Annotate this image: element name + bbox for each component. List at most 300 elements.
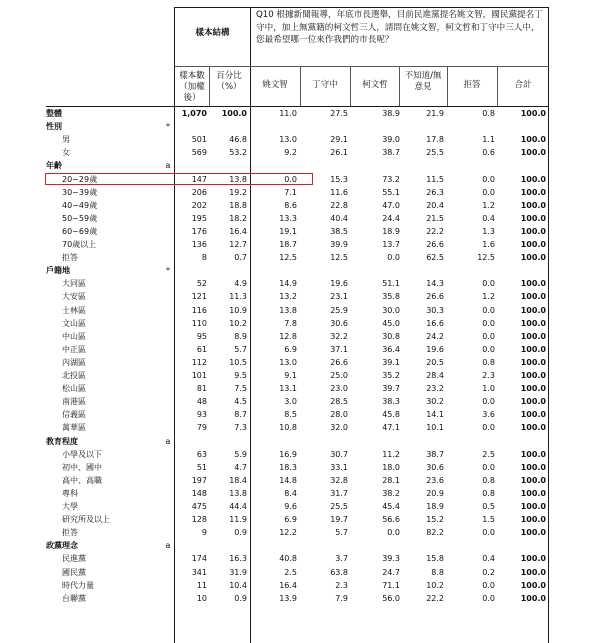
value-cell: 12.2 (279, 528, 297, 538)
row-label: 中山區 (62, 331, 86, 341)
table-row (0, 382, 600, 395)
table-row (0, 448, 600, 461)
value-cell: 40.8 (279, 554, 297, 564)
rule-col-2 (350, 66, 351, 106)
percent-cell: 18.8 (229, 200, 247, 210)
value-cell: 100.0 (520, 449, 546, 459)
table-row (0, 579, 600, 592)
value-cell: 0.4 (482, 213, 495, 223)
significance-mark: a (165, 436, 171, 446)
percent-cell: 18.2 (229, 213, 247, 223)
percent-cell: 0.7 (234, 253, 247, 263)
value-cell: 0.0 (387, 528, 400, 538)
value-cell: 18.7 (279, 240, 297, 249)
value-cell: 23.0 (330, 384, 348, 394)
value-cell: 100.0 (520, 397, 546, 407)
sample-count-cell: 1,070 (181, 109, 207, 118)
value-cell: 82.2 (426, 528, 444, 538)
group-header-row (0, 264, 600, 277)
sample-count-cell: 136 (191, 240, 207, 249)
value-cell: 15.2 (426, 515, 444, 525)
table-row (0, 356, 600, 369)
value-cell: 7.8 (284, 318, 297, 328)
table-row (0, 330, 600, 343)
row-label: 性別 (46, 122, 62, 132)
value-cell: 9.1 (284, 371, 297, 380)
value-cell: 100.0 (520, 200, 546, 210)
table-row (0, 474, 600, 487)
table-row (0, 566, 600, 579)
value-cell: 100.0 (520, 580, 546, 590)
sample-structure-header: 樣本結構 (195, 28, 230, 38)
value-cell: 0.8 (482, 475, 495, 485)
table-row (0, 304, 600, 317)
rule-n-pct (209, 66, 210, 106)
value-cell: 38.5 (330, 226, 348, 236)
value-cell: 100.0 (520, 331, 546, 341)
percent-cell: 13.8 (229, 488, 247, 498)
value-cell: 56.6 (382, 515, 400, 525)
rule-top (174, 7, 549, 8)
table-row (0, 395, 600, 408)
percent-cell: 4.5 (234, 397, 247, 407)
percent-cell: 5.7 (234, 344, 247, 354)
value-cell: 45.4 (382, 502, 400, 511)
value-cell: 3.7 (335, 554, 348, 564)
value-cell: 18.9 (426, 502, 444, 511)
percent-cell: 8.9 (234, 331, 247, 341)
percent-cell: 10.9 (229, 305, 247, 315)
value-cell: 22.2 (426, 593, 444, 603)
value-cell: 39.7 (382, 384, 400, 394)
percent-cell: 16.3 (229, 554, 247, 564)
sample-count-cell: 202 (191, 200, 207, 210)
sample-count-cell: 475 (191, 502, 207, 511)
value-cell: 2.5 (284, 567, 297, 577)
col-header-yao: 姚文智 (262, 80, 288, 90)
value-cell: 26.6 (426, 292, 444, 302)
value-cell: 27.5 (330, 109, 348, 118)
table-row (0, 513, 600, 526)
value-cell: 11.6 (330, 187, 348, 197)
value-cell: 16.6 (426, 318, 444, 328)
significance-mark: a (165, 161, 171, 171)
value-cell: 45.0 (382, 318, 400, 328)
value-cell: 100.0 (520, 528, 546, 538)
value-cell: 28.1 (382, 475, 400, 485)
value-cell: 100.0 (520, 475, 546, 485)
significance-mark: * (166, 266, 170, 276)
value-cell: 14.1 (426, 410, 444, 420)
value-cell: 0.8 (482, 357, 495, 367)
percent-cell: 18.4 (229, 475, 247, 485)
value-cell: 7.9 (335, 593, 348, 603)
row-label: 士林區 (62, 305, 86, 315)
value-cell: 9.2 (284, 148, 297, 158)
value-cell: 23.6 (426, 475, 444, 485)
sample-count-cell: 95 (196, 331, 207, 341)
sample-count-cell: 116 (191, 305, 207, 315)
value-cell: 100.0 (520, 213, 546, 223)
sample-count-cell: 206 (191, 187, 207, 197)
value-cell: 51.1 (382, 279, 400, 289)
percent-cell: 11.3 (229, 292, 247, 302)
row-label: 中正區 (62, 344, 86, 354)
value-cell: 0.0 (482, 279, 495, 289)
table-row (0, 552, 600, 565)
value-cell: 0.0 (284, 174, 297, 184)
table-row (0, 186, 600, 199)
sample-count-cell: 63 (196, 449, 207, 459)
value-cell: 0.0 (482, 462, 495, 472)
value-cell: 39.9 (330, 240, 348, 249)
value-cell: 100.0 (520, 318, 546, 328)
row-label: 內湖區 (62, 357, 86, 367)
value-cell: 1.0 (482, 384, 495, 394)
value-cell: 38.7 (426, 449, 444, 459)
value-cell: 2.3 (482, 371, 495, 380)
sample-count-cell: 176 (191, 226, 207, 236)
table-row (0, 290, 600, 303)
value-cell: 19.7 (330, 515, 348, 525)
significance-mark: * (166, 122, 170, 132)
sample-count-cell: 8 (201, 253, 207, 263)
group-header-row (0, 120, 600, 133)
col-header-total: 合計 (514, 80, 532, 90)
value-cell: 10.8 (279, 423, 297, 433)
row-label: 初中、國中 (62, 462, 102, 472)
value-cell: 19.6 (330, 279, 348, 289)
table-row (0, 408, 600, 421)
value-cell: 100.0 (520, 502, 546, 511)
value-cell: 0.0 (482, 318, 495, 328)
row-label: 萬華區 (62, 423, 86, 433)
table-row (0, 225, 600, 238)
value-cell: 0.0 (482, 580, 495, 590)
value-cell: 25.0 (330, 371, 348, 380)
value-cell: 23.1 (330, 292, 348, 302)
value-cell: 16.9 (279, 449, 297, 459)
value-cell: 28.0 (330, 410, 348, 420)
row-label: 教育程度 (46, 436, 78, 446)
value-cell: 100.0 (520, 357, 546, 367)
value-cell: 26.6 (426, 240, 444, 249)
value-cell: 15.8 (426, 554, 444, 564)
value-cell: 25.5 (330, 502, 348, 511)
row-label: 政黨理念 (46, 541, 78, 551)
sample-count-cell: 197 (191, 475, 207, 485)
sample-count-cell: 341 (191, 567, 207, 577)
value-cell: 100.0 (520, 226, 546, 236)
row-label: 專科 (62, 488, 78, 498)
value-cell: 13.3 (279, 213, 297, 223)
value-cell: 100.0 (520, 593, 546, 603)
row-label: 大學 (62, 502, 78, 511)
sample-count-cell: 195 (191, 213, 207, 223)
value-cell: 30.6 (330, 318, 348, 328)
table-row (0, 146, 600, 159)
value-cell: 73.2 (382, 174, 400, 184)
value-cell: 0.5 (482, 502, 495, 511)
table-row (0, 238, 600, 251)
value-cell: 100.0 (520, 279, 546, 289)
value-cell: 1.2 (482, 200, 495, 210)
value-cell: 0.0 (482, 174, 495, 184)
value-cell: 26.1 (330, 148, 348, 158)
percent-header: 百分比（%） (216, 71, 242, 92)
value-cell: 56.0 (382, 593, 400, 603)
rule-col-1 (300, 66, 301, 106)
value-cell: 100.0 (520, 410, 546, 420)
value-cell: 100.0 (520, 253, 546, 263)
sample-count-cell: 52 (196, 279, 207, 289)
value-cell: 0.8 (482, 488, 495, 498)
percent-cell: 31.9 (229, 567, 247, 577)
value-cell: 100.0 (520, 174, 546, 184)
percent-cell: 13.8 (229, 174, 247, 184)
value-cell: 20.4 (426, 200, 444, 210)
value-cell: 100.0 (520, 344, 546, 354)
value-cell: 35.2 (382, 371, 400, 380)
table-row (0, 500, 600, 513)
value-cell: 26.6 (330, 357, 348, 367)
value-cell: 40.4 (330, 213, 348, 223)
col-header-ding: 丁守中 (312, 80, 338, 90)
value-cell: 24.2 (426, 331, 444, 341)
value-cell: 13.0 (279, 357, 297, 367)
row-label: 50~59歲 (62, 213, 98, 223)
value-cell: 29.1 (330, 135, 348, 145)
value-cell: 12.8 (279, 331, 297, 341)
value-cell: 31.7 (330, 488, 348, 498)
value-cell: 39.3 (382, 554, 400, 564)
sample-count-cell: 101 (191, 371, 207, 380)
sample-count-cell: 93 (196, 410, 207, 420)
value-cell: 30.8 (382, 331, 400, 341)
value-cell: 30.3 (426, 305, 444, 315)
value-cell: 28.5 (330, 397, 348, 407)
value-cell: 2.5 (482, 449, 495, 459)
value-cell: 100.0 (520, 462, 546, 472)
value-cell: 33.1 (330, 462, 348, 472)
percent-cell: 16.4 (229, 226, 247, 236)
row-label: 大安區 (62, 292, 86, 302)
value-cell: 39.0 (382, 135, 400, 145)
value-cell: 71.1 (382, 580, 400, 590)
value-cell: 3.0 (284, 397, 297, 407)
value-cell: 6.9 (284, 344, 297, 354)
table-row (0, 526, 600, 539)
percent-cell: 7.5 (234, 384, 247, 394)
value-cell: 10.1 (426, 423, 444, 433)
sample-count-cell: 112 (191, 357, 207, 367)
value-cell: 20.9 (426, 488, 444, 498)
percent-cell: 10.5 (229, 357, 247, 367)
row-label: 台聯黨 (62, 593, 86, 603)
value-cell: 100.0 (520, 567, 546, 577)
sample-count-cell: 174 (191, 554, 207, 564)
row-label: 民進黨 (62, 554, 86, 564)
value-cell: 0.4 (482, 554, 495, 564)
value-cell: 100.0 (520, 423, 546, 433)
row-label: 整體 (46, 109, 62, 118)
value-cell: 21.9 (426, 109, 444, 118)
percent-cell: 46.8 (229, 135, 247, 145)
percent-cell: 4.7 (234, 462, 247, 472)
value-cell: 30.0 (382, 305, 400, 315)
significance-mark: a (165, 541, 171, 551)
value-cell: 63.8 (330, 567, 348, 577)
row-label: 70歲以上 (62, 240, 97, 249)
sample-count-cell: 148 (191, 488, 207, 498)
value-cell: 24.4 (382, 213, 400, 223)
value-cell: 9.6 (284, 502, 297, 511)
value-cell: 8.6 (284, 200, 297, 210)
value-cell: 25.9 (330, 305, 348, 315)
value-cell: 11.5 (426, 174, 444, 184)
value-cell: 32.0 (330, 423, 348, 433)
table-row (0, 317, 600, 330)
row-label: 松山區 (62, 384, 86, 394)
value-cell: 100.0 (520, 135, 546, 145)
value-cell: 32.2 (330, 331, 348, 341)
value-cell: 30.6 (426, 462, 444, 472)
percent-cell: 10.2 (229, 318, 247, 328)
value-cell: 0.0 (482, 397, 495, 407)
sample-count-header: 樣本數（加權後） (179, 71, 205, 103)
value-cell: 100.0 (520, 305, 546, 315)
value-cell: 100.0 (520, 148, 546, 158)
row-label: 女 (62, 148, 70, 158)
sample-count-cell: 11 (196, 580, 207, 590)
value-cell: 2.3 (335, 580, 348, 590)
sample-count-cell: 81 (196, 384, 207, 394)
value-cell: 47.0 (382, 200, 400, 210)
sample-count-cell: 110 (191, 318, 207, 328)
group-header-row (0, 435, 600, 448)
value-cell: 12.5 (279, 253, 297, 263)
value-cell: 16.4 (279, 580, 297, 590)
table-row (0, 592, 600, 605)
row-label: 時代力量 (62, 580, 94, 590)
value-cell: 13.1 (279, 384, 297, 394)
value-cell: 10.2 (426, 580, 444, 590)
value-cell: 19.1 (279, 226, 297, 236)
value-cell: 1.3 (482, 226, 495, 236)
rule-header-mid (174, 66, 549, 67)
value-cell: 14.9 (279, 279, 297, 289)
value-cell: 0.0 (482, 305, 495, 315)
value-cell: 13.8 (279, 305, 297, 315)
value-cell: 0.0 (482, 528, 495, 538)
sample-count-cell: 79 (196, 423, 207, 433)
value-cell: 1.5 (482, 515, 495, 525)
value-cell: 38.3 (382, 397, 400, 407)
percent-cell: 9.5 (234, 371, 247, 380)
value-cell: 24.7 (382, 567, 400, 577)
percent-cell: 100.0 (221, 109, 247, 118)
value-cell: 0.0 (482, 423, 495, 433)
question-text: Q10 根據新聞報導，年底市長選舉，目前民進黨提名姚文智，國民黨提名丁守中，加上無黨籍的柯文哲三人，請問在姚文智，柯文哲和丁守中三人中，您最希望哪一位來作我們的市長呢？ (256, 10, 543, 45)
value-cell: 14.3 (426, 279, 444, 289)
table-row (0, 199, 600, 212)
group-header-row (0, 159, 600, 172)
group-header-row (0, 539, 600, 552)
value-cell: 19.6 (426, 344, 444, 354)
sample-count-cell: 147 (191, 174, 207, 184)
table-row (0, 343, 600, 356)
value-cell: 3.6 (482, 410, 495, 420)
percent-cell: 10.4 (229, 580, 247, 590)
percent-cell: 0.9 (234, 593, 247, 603)
value-cell: 21.5 (426, 213, 444, 223)
col-header-ko: 柯文哲 (362, 80, 388, 90)
value-cell: 17.8 (426, 135, 444, 145)
percent-cell: 7.3 (234, 423, 247, 433)
sample-count-cell: 121 (191, 292, 207, 302)
row-label: 男 (62, 135, 70, 145)
value-cell: 15.3 (330, 174, 348, 184)
sample-count-cell: 128 (191, 515, 207, 525)
value-cell: 35.8 (382, 292, 400, 302)
percent-cell: 53.2 (229, 148, 247, 158)
percent-cell: 11.9 (229, 515, 247, 525)
value-cell: 8.4 (284, 488, 297, 498)
row-label: 南港區 (62, 397, 86, 407)
value-cell: 30.2 (426, 397, 444, 407)
value-cell: 0.6 (482, 148, 495, 158)
row-label: 研究所及以上 (62, 515, 110, 525)
sample-count-cell: 569 (191, 148, 207, 158)
value-cell: 0.0 (482, 344, 495, 354)
percent-cell: 0.9 (234, 528, 247, 538)
value-cell: 100.0 (520, 292, 546, 302)
rule-col-4 (447, 66, 448, 106)
value-cell: 38.7 (382, 148, 400, 158)
value-cell: 100.0 (520, 515, 546, 525)
value-cell: 100.0 (520, 371, 546, 380)
row-label: 大同區 (62, 279, 86, 289)
row-label: 文山區 (62, 318, 86, 328)
value-cell: 55.1 (382, 187, 400, 197)
value-cell: 100.0 (520, 109, 546, 118)
row-label: 年齡 (46, 161, 62, 171)
value-cell: 18.9 (382, 226, 400, 236)
row-label: 40~49歲 (62, 200, 98, 210)
row-label: 拒答 (62, 528, 78, 538)
value-cell: 23.2 (426, 384, 444, 394)
value-cell: 100.0 (520, 384, 546, 394)
sample-count-cell: 61 (196, 344, 207, 354)
value-cell: 1.6 (482, 240, 495, 249)
value-cell: 18.3 (279, 462, 297, 472)
row-label: 高中、高職 (62, 475, 102, 485)
value-cell: 0.0 (482, 331, 495, 341)
sample-count-cell: 501 (191, 135, 207, 145)
value-cell: 11.0 (279, 109, 297, 118)
value-cell: 38.2 (382, 488, 400, 498)
value-cell: 0.0 (387, 253, 400, 263)
value-cell: 20.5 (426, 357, 444, 367)
value-cell: 0.0 (482, 593, 495, 603)
sample-count-cell: 9 (201, 528, 207, 538)
value-cell: 100.0 (520, 488, 546, 498)
value-cell: 28.4 (426, 371, 444, 380)
percent-cell: 4.9 (234, 279, 247, 289)
row-label: 拒答 (62, 253, 78, 263)
row-label: 戶籍地 (46, 266, 70, 276)
rule-col-5 (497, 66, 498, 106)
